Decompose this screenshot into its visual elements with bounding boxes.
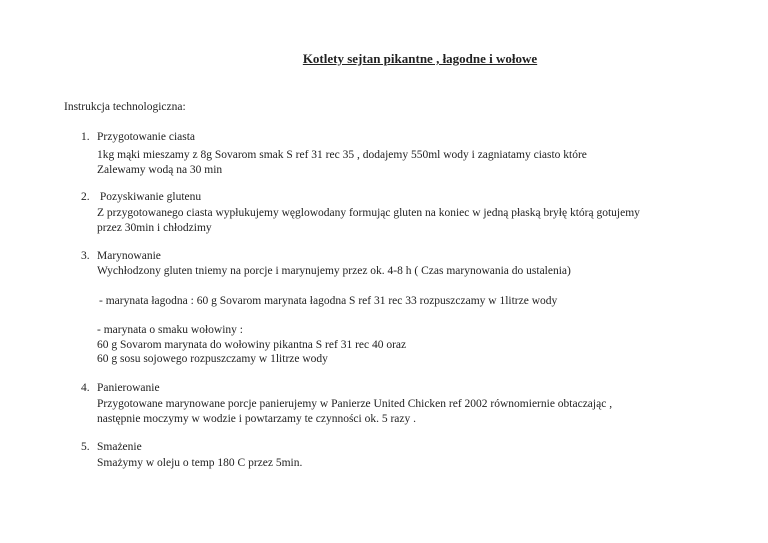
section-number: 5. (81, 441, 90, 453)
section-4-line-2: następnie moczymy w wodzie i powtarzamy te czynności ok. 5 razy . (97, 413, 417, 425)
section-5-heading (81, 441, 142, 453)
section-3-line-4: 60 g Sovarom marynata do wołowiny pikantna S ref 31 rec 40 oraz (97, 339, 407, 351)
document-title: Kotlety sejtan pikantne , łagodne i wołowe (302, 51, 538, 66)
section-number: 4. (81, 382, 90, 394)
section-title: Przygotowanie ciasta (97, 131, 196, 143)
section-1-line-1: 1kg mąki mieszamy z 8g Sovarom smak S ref 31 rec 35 , dodajemy 550ml wody i zagniatamy ciasto które (97, 149, 587, 161)
section-2-line-2: przez 30min i chłodzimy (97, 222, 212, 234)
section-number: 1. (81, 131, 90, 143)
section-title: Smażenie (97, 441, 142, 453)
section-1-heading (81, 131, 195, 143)
section-2-line-1: Z przygotowanego ciasta wypłukujemy węglowodany formując gluten na koniec w jedną płaską bryłę którą gotujemy (97, 207, 640, 219)
section-number: 2. (81, 191, 90, 203)
intro-text: Instrukcja technologiczna: (64, 101, 186, 113)
section-3-line-1: Wychłodzony gluten tniemy na porcje i marynujemy przez ok. 4-8 h ( Czas marynowania do ustalenia) (97, 265, 571, 277)
section-number: 3. (81, 250, 90, 262)
section-3-line-3: - marynata o smaku wołowiny : (97, 324, 243, 336)
section-5-line-1: Smażymy w oleju o temp 180 C przez 5min. (97, 457, 303, 469)
section-title: Marynowanie (97, 250, 161, 262)
section-2-heading (81, 191, 201, 203)
section-1-line-2: Zalewamy wodą na 30 min (97, 164, 223, 176)
section-3-line-2: - marynata łagodna : 60 g Sovarom marynata łagodna S ref 31 rec 33 rozpuszczamy w 1litrze wody (99, 295, 558, 307)
section-4-line-1: Przygotowane marynowane porcje panierujemy w Panierze United Chicken ref 2002 równomiernie obtaczając , (97, 398, 613, 410)
section-3-line-5: 60 g sosu sojowego rozpuszczamy w 1litrze wody (97, 353, 328, 365)
section-4-heading (81, 382, 160, 394)
section-title: Pozyskiwanie glutenu (97, 191, 202, 203)
section-title: Panierowanie (97, 382, 160, 394)
section-3-heading (81, 250, 161, 262)
